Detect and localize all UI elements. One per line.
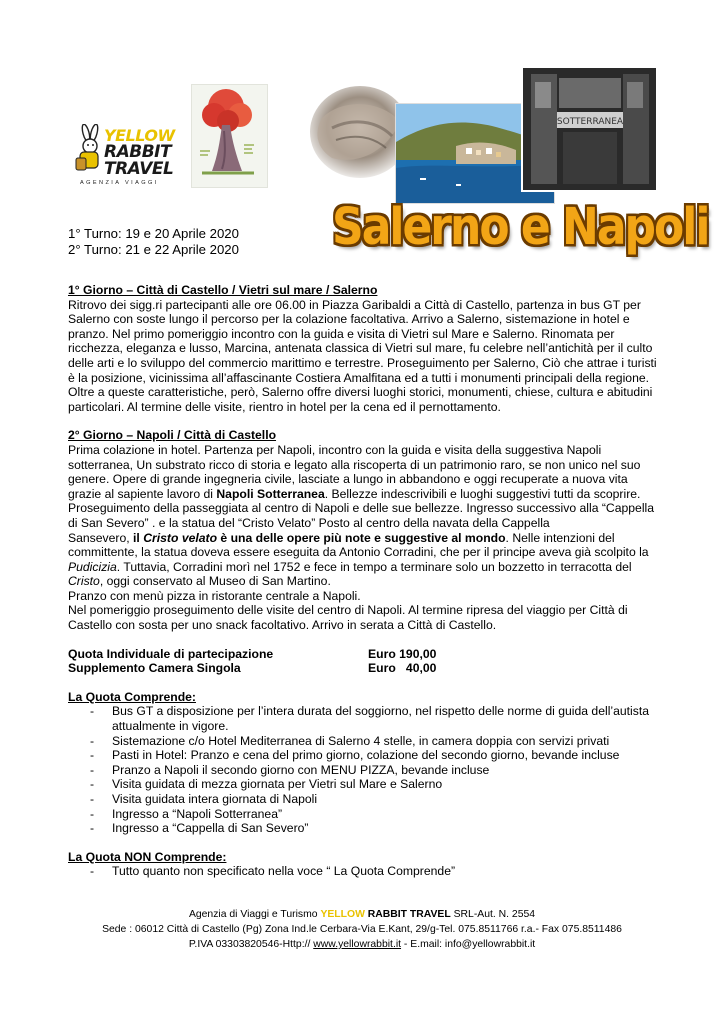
agency-logo (74, 122, 178, 192)
day1-text: Ritrovo dei sigg.ri partecipanti alle ore 06.00 in Piazza Garibaldi a Città di Castello, partenza in bus GT per Salerno con soste lungo il percorso per la colazione facoltativa. Arrivo a Salerno, sistemazione in hotel e pranzo. Nel primo pomeriggio incontro con la guida e visita di Vietri sul Mare e Salerno. Rinomata per ricchezza, eleganza e lusso, Marcina, antenata classica di Vietri sul mare, fu celebre nell’antichità per il culto delle arti e lo sviluppo del commercio marittimo e terrestre. Proseguimento per Salerno, Ciò che attrae i turisti è la posizione, vicinissima all’affascinante Costiera Amalfitana ed a tutti i monumenti principali della regione. Oltre a queste caratteristiche, però, Salerno offre diversi luoghi storici, monumenti, chiese, cultura e abitudini particolari. Al termine delle visite, rientro in hotel per la cena ed il pernottamento. (68, 297, 657, 414)
list-item: - Tutto quanto non specificato nella voce “ La Quota Comprende” (68, 864, 664, 879)
day2-lunch: Pranzo con menù pizza in ristorante centrale a Napoli. (68, 588, 361, 603)
day2-paragraph-1: Prima colazione in hotel. Partenza per Napoli, incontro con la guida e visita della suggestiva Napoli sotterranea, Un substrato ricco di storia e legato alla riscoperta di un patrimonio raro, se non unico nel suo genere. Opere di grande ingegneria civile, lasciate a lungo in abbandono e oggi recuperate a nuova vita grazie al sapiente lavoro di Napoli Sotterranea. Bellezze indescrivibili e luoghi suggestivi tutti da scoprire. Proseguimento della passeggiata al centro di Napoli e delle sue bellezze. Ingresso successivo alla “Cappella di San Severo” . e la statua del “Cristo Velato” Posto al centro della navata della Cappella (68, 442, 655, 530)
tree-artwork-image (191, 84, 268, 188)
logo-word-yellow: YELLOW (104, 126, 175, 145)
svg-text:SOTTERRANEA: SOTTERRANEA (556, 117, 624, 127)
excludes-heading: La Quota NON Comprende: (68, 849, 227, 864)
turno-2: 2° Turno: 21 e 22 Aprile 2020 (68, 242, 239, 257)
rabbit-mascot-icon (74, 124, 104, 176)
logo-tagline: AGENZIA VIAGGI (80, 180, 159, 186)
price-value-single: Euro 40,00 (368, 661, 437, 676)
list-item: - Pranzo a Napoli il secondo giorno con MENU PIZZA, bevande incluse (68, 763, 664, 778)
page-title: Salerno e Napoli (332, 198, 709, 257)
list-item: - Visita guidata di mezza giornata per Vietri sul Mare e Salerno (68, 777, 664, 792)
logo-word-rabbit: RABBIT (104, 142, 172, 162)
day1-heading: 1° Giorno – Città di Castello / Vietri sul mare / Salerno (68, 283, 378, 297)
price-value-individual: Euro 190,00 (368, 646, 437, 661)
turno-1: 1° Turno: 19 e 20 Aprile 2020 (68, 226, 239, 241)
logo-word-travel: TRAVEL (104, 159, 174, 179)
agency-footer (40, 907, 684, 952)
napoli-sotterranea-photo (521, 66, 658, 192)
day2-afternoon: Nel pomeriggio proseguimento delle visite del centro di Napoli. Al termine ripresa del viaggio per Città di Castello con sosta per uno snack facoltativo. Arrivo in serata a Città di Castello. (68, 603, 628, 633)
turni-dates (68, 226, 239, 258)
price-label-single: Supplemento Camera Singola (68, 661, 241, 676)
footer-address: Sede : 06012 Città di Castello (Pg) Zona Ind.le Cerbara-Via E.Kant, 29/g-Tel. 075.8511766 r.a.- Fax 075.8511486 (102, 924, 622, 935)
list-item: - Bus GT a disposizione per l’intera durata del soggiorno, nel rispetto delle norme di guida dell’autista attualmente in vigore. (68, 704, 664, 733)
excludes-list (68, 864, 664, 879)
list-item: - Ingresso a “Cappella di San Severo” (68, 821, 664, 836)
footer-line-3: P.IVA 03303820546-Http:// www.yellowrabbit.it - E.mail: info@yellowrabbit.it (188, 939, 536, 950)
includes-list (68, 704, 664, 835)
price-table (68, 647, 664, 676)
day2-paragraph-2: Sansevero, il Cristo velato è una delle opere più note e suggestive al mondo. Nelle intenzioni del committente, la statua doveva essere eseguita da Antonio Corradini, che per il principe aveva già scolpito la Pudicizia. Tuttavia, Corradini morì nel 1752 e fece in tempo a terminare solo un bozzetto in terracotta del Cristo, oggi conservato al Museo di San Martino. (68, 530, 649, 589)
list-item: - Pasti in Hotel: Pranzo e cena del primo giorno, colazione del secondo giorno, bevande incluse (68, 748, 664, 763)
list-item: - Visita guidata intera giornata di Napoli (68, 792, 664, 807)
list-item: - Ingresso a “Napoli Sotterranea” (68, 807, 664, 822)
list-item: - Sistemazione c/o Hotel Mediterranea di Salerno 4 stelle, in camera doppia con servizi privati (68, 734, 664, 749)
price-label-individual: Quota Individuale di partecipazione (68, 646, 274, 661)
includes-heading: La Quota Comprende: (68, 689, 196, 704)
website-link[interactable]: www.yellowrabbit.it (313, 939, 402, 950)
itinerary-body (68, 283, 664, 879)
footer-line-1: Agenzia di Viaggi e Turismo YELLOW RABBIT TRAVEL SRL-Aut. N. 2554 (188, 909, 536, 920)
day2-heading: 2° Giorno – Napoli / Città di Castello (68, 428, 277, 443)
